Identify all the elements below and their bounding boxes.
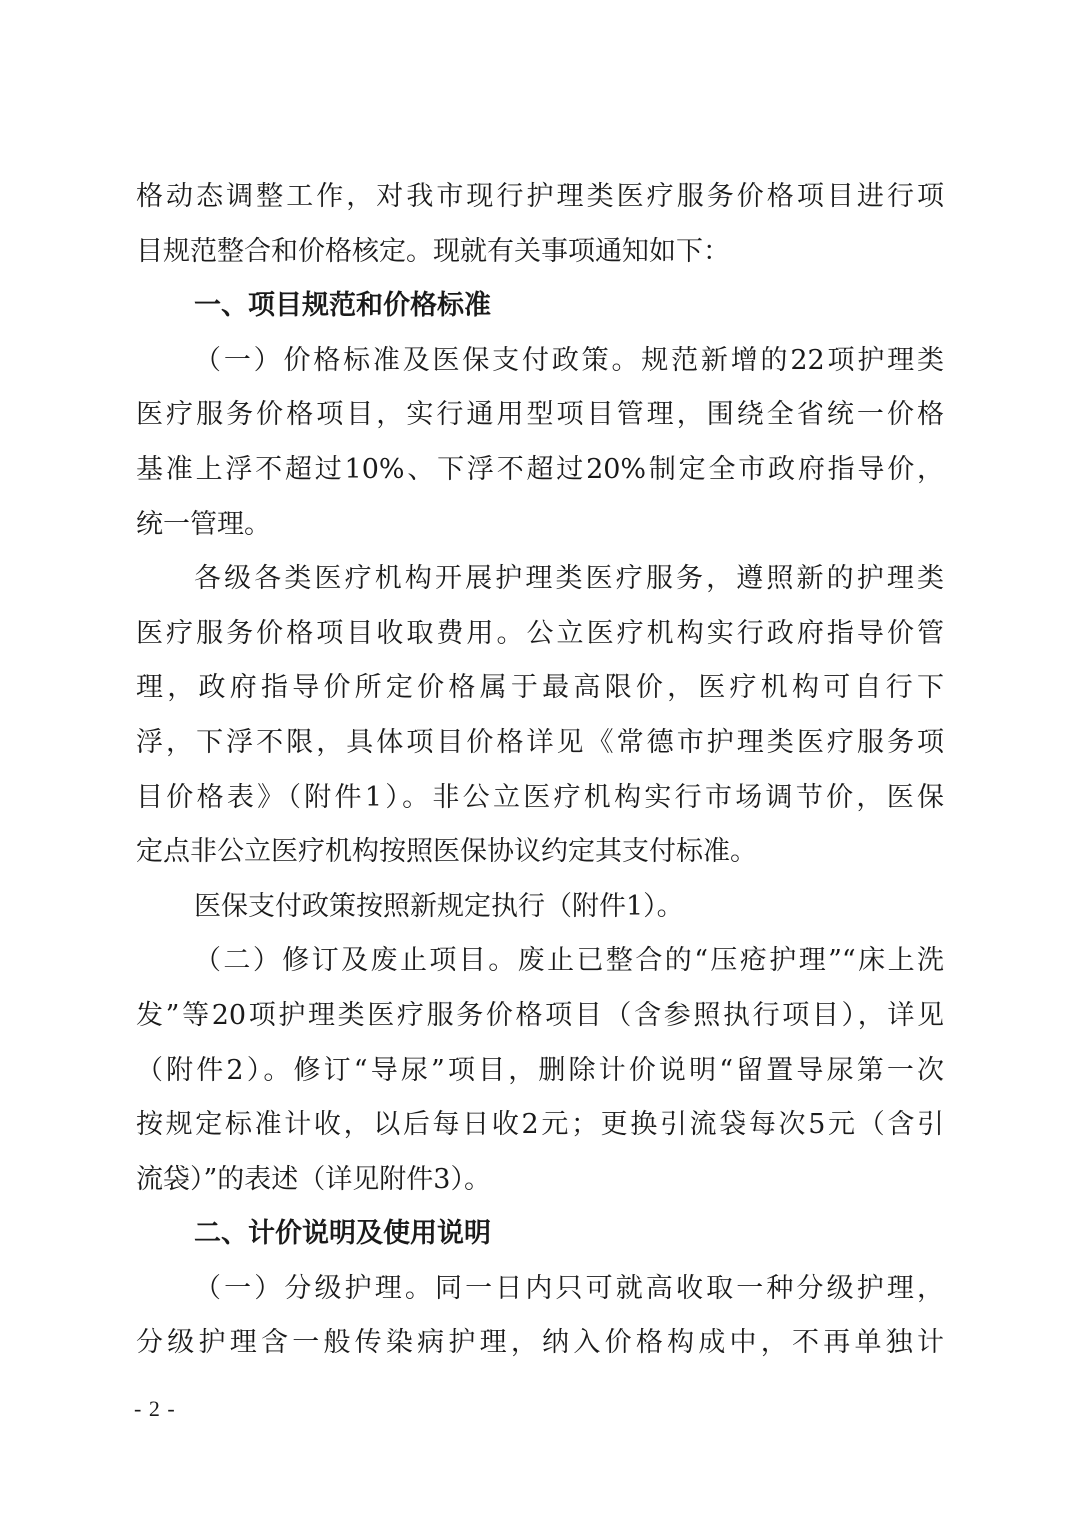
document-body (136, 170, 944, 1371)
paragraph-line: （附件2）。修订“导尿”项目，删除计价说明“留置导尿第一次 (136, 1054, 944, 1086)
section-heading: 二、计价说明及使用说明 (194, 1218, 491, 1250)
paragraph-line: 理，政府指导价所定价格属于最高限价，医疗机构可自行下 (136, 672, 944, 704)
paragraph-line: 统一管理。 (136, 508, 271, 540)
paragraph-line: （二）修订及废止项目。废止已整合的“压疮护理”“床上洗 (194, 945, 944, 977)
paragraph-line: 目价格表》（附件1）。非公立医疗机构实行市场调节价，医保 (136, 781, 944, 813)
paragraph-line: 目规范整合和价格核定。现就有关事项通知如下： (136, 235, 730, 267)
paragraph-line: 医疗服务价格项目，实行通用型项目管理，围绕全省统一价格 (136, 399, 944, 431)
paragraph-line: 定点非公立医疗机构按照医保协议约定其支付标准。 (136, 836, 757, 868)
paragraph-line: 基准上浮不超过10%、下浮不超过20%制定全市政府指导价， (136, 453, 944, 485)
paragraph-line: 医保支付政策按照新规定执行（附件1）。 (194, 890, 684, 922)
paragraph-line: 按规定标准计收，以后每日收2元；更换引流袋每次5元（含引 (136, 1109, 944, 1141)
paragraph-line: 浮，下浮不限，具体项目价格详见《常德市护理类医疗服务项 (136, 726, 944, 758)
section-heading: 一、项目规范和价格标准 (194, 290, 491, 322)
paragraph-line: 各级各类医疗机构开展护理类医疗服务，遵照新的护理类 (194, 563, 944, 595)
paragraph-line: 流袋）”的表述（详见附件3）。 (136, 1163, 491, 1195)
paragraph-line: 格动态调整工作，对我市现行护理类医疗服务价格项目进行项 (136, 181, 944, 212)
paragraph-line: 发”等20项护理类医疗服务价格项目（含参照执行项目），详见 (136, 999, 944, 1031)
paragraph-line: （一）分级护理。同一日内只可就高收取一种分级护理， (194, 1272, 944, 1304)
paragraph-line: 分级护理含一般传染病护理，纳入价格构成中，不再单独计 (136, 1327, 944, 1359)
paragraph-line: （一）价格标准及医保支付政策。规范新增的22项护理类 (194, 344, 944, 376)
paragraph-line: 医疗服务价格项目收取费用。公立医疗机构实行政府指导价管 (136, 617, 944, 649)
page-number: - 2 - (134, 1396, 176, 1421)
